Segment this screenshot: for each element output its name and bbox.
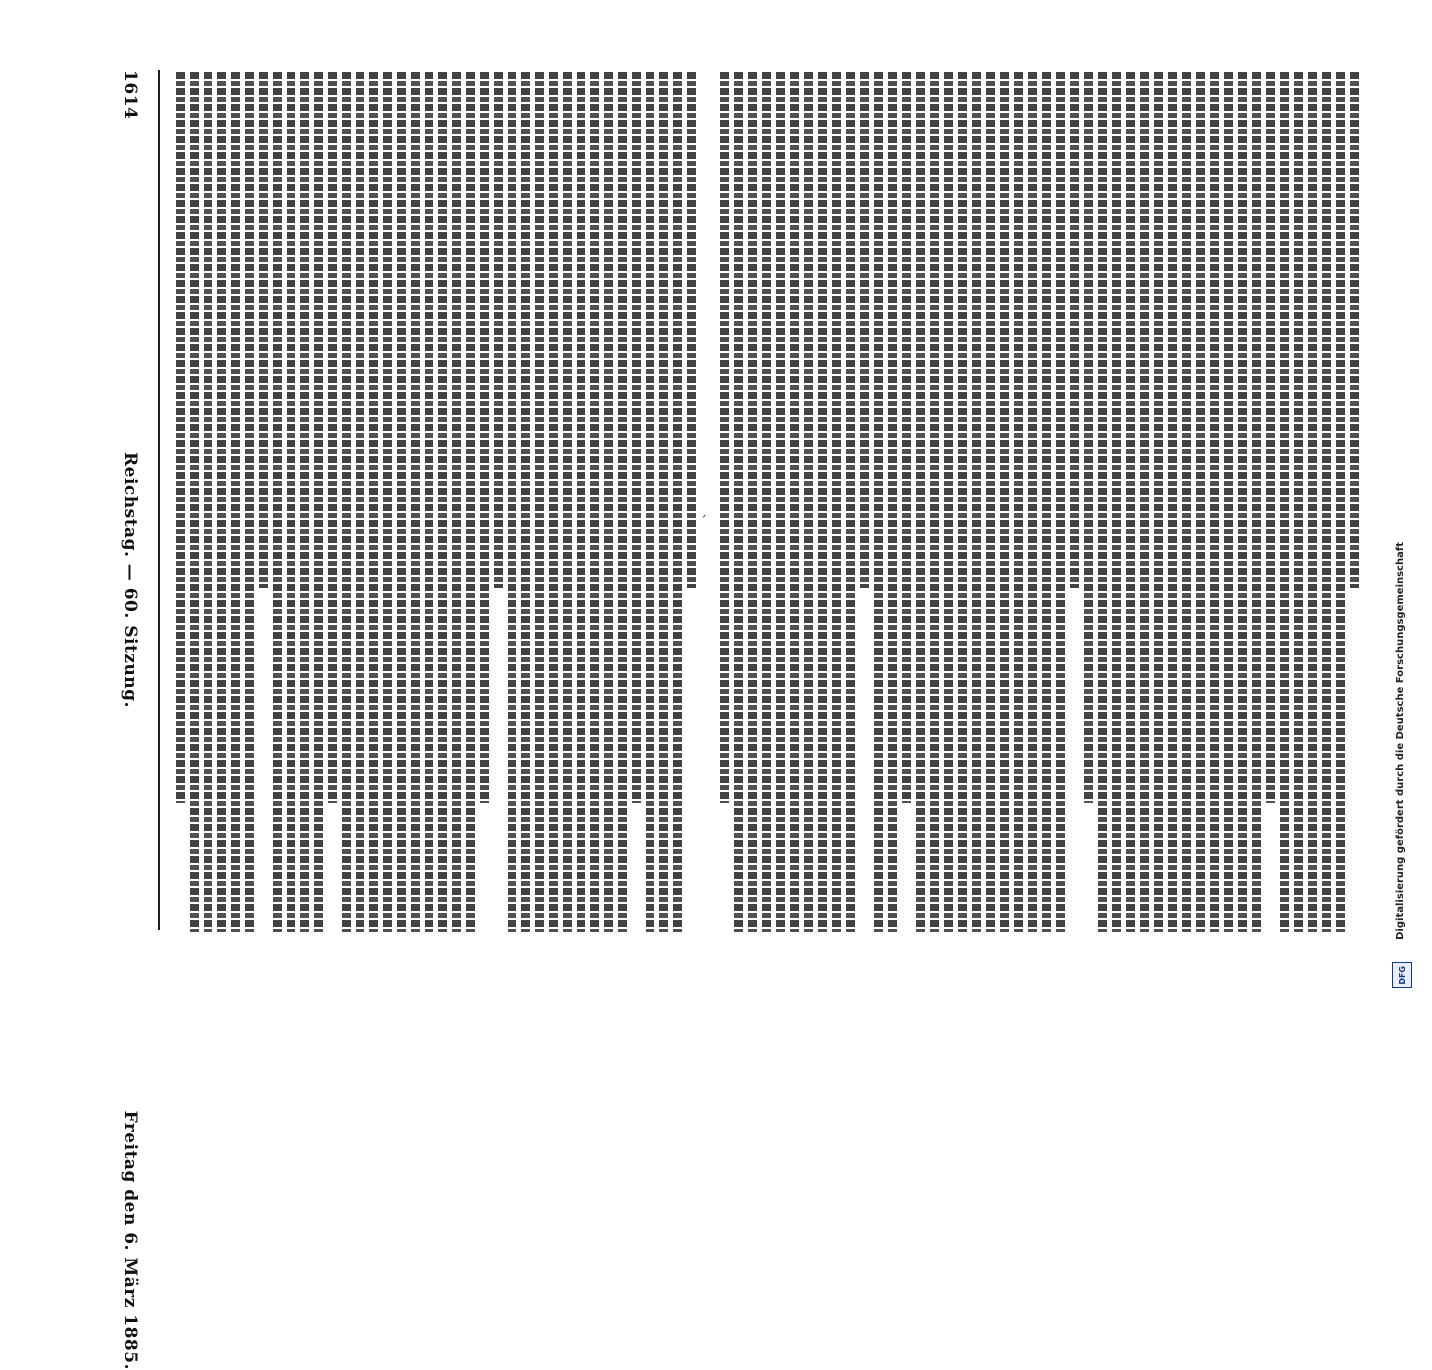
column-divider-mark: ´ [700, 514, 707, 530]
text-line [535, 72, 544, 932]
text-line [521, 72, 530, 932]
text-line [1238, 72, 1247, 932]
text-line [902, 72, 911, 803]
text-line [1084, 72, 1093, 803]
text-line [452, 72, 461, 932]
text-line [466, 72, 475, 932]
text-line [748, 72, 757, 932]
page-title: Reichstag. — 60. Sitzung. [120, 452, 140, 708]
text-line [818, 72, 827, 932]
text-line [383, 72, 392, 932]
text-line [1182, 72, 1191, 932]
text-line [734, 72, 743, 932]
page-number: 1614 [120, 70, 140, 120]
text-line [790, 72, 799, 932]
text-line [1210, 72, 1219, 932]
text-line [1322, 72, 1331, 932]
text-line [563, 72, 572, 932]
text-line [328, 72, 337, 803]
text-line [425, 72, 434, 932]
text-line [549, 72, 558, 932]
text-line [1112, 72, 1121, 932]
text-line [632, 72, 641, 803]
text-line [508, 72, 517, 932]
text-line [888, 72, 897, 932]
text-line [1154, 72, 1163, 932]
text-line [204, 72, 213, 932]
text-line [1140, 72, 1149, 932]
text-line [1056, 72, 1065, 932]
text-column-right [720, 72, 1360, 932]
text-line [217, 72, 226, 932]
text-line [1028, 72, 1037, 932]
session-date: Freitag den 6. März 1885. [120, 1110, 140, 1370]
digitization-note [1385, 60, 1415, 940]
text-line [1224, 72, 1233, 932]
text-line [860, 72, 869, 588]
text-line [1014, 72, 1023, 932]
text-line [369, 72, 378, 932]
text-line [673, 72, 682, 932]
digitization-note-text: Digitalisierung gefördert durch die Deutsche Forschungsgemeinschaft [1394, 542, 1406, 940]
text-line [1308, 72, 1317, 932]
text-line [480, 72, 489, 803]
text-line [1336, 72, 1345, 932]
header-rule [158, 70, 160, 930]
text-line [1042, 72, 1051, 932]
text-line [776, 72, 785, 932]
text-line [986, 72, 995, 932]
text-line [397, 72, 406, 932]
dfg-logo-icon [1392, 962, 1412, 988]
text-line [1070, 72, 1079, 588]
text-line [245, 72, 254, 932]
text-line [1294, 72, 1303, 932]
text-line [356, 72, 365, 932]
text-line [687, 72, 696, 588]
text-line [590, 72, 599, 932]
text-line [972, 72, 981, 932]
text-line [411, 72, 420, 932]
text-line [494, 72, 503, 588]
text-line [618, 72, 627, 932]
text-line [1266, 72, 1275, 803]
text-line [958, 72, 967, 932]
dfg-logo-text: DFG [1397, 965, 1407, 985]
text-line [832, 72, 841, 932]
text-line [1280, 72, 1289, 932]
text-line [916, 72, 925, 932]
text-line [720, 72, 729, 803]
text-line [1196, 72, 1205, 932]
text-line [176, 72, 185, 803]
text-column-left [176, 72, 696, 932]
text-line [846, 72, 855, 932]
text-line [342, 72, 351, 932]
text-line [804, 72, 813, 932]
text-line [762, 72, 771, 932]
text-line [1098, 72, 1107, 932]
page-header [112, 70, 148, 1370]
text-line [259, 72, 268, 588]
text-line [300, 72, 309, 932]
text-line [231, 72, 240, 932]
text-line [874, 72, 883, 932]
text-line [930, 72, 939, 932]
text-line [1168, 72, 1177, 932]
text-line [1350, 72, 1359, 588]
text-line [1252, 72, 1261, 932]
text-line [190, 72, 199, 932]
text-line [438, 72, 447, 932]
text-line [944, 72, 953, 932]
text-line [604, 72, 613, 932]
text-line [287, 72, 296, 932]
text-line [659, 72, 668, 932]
text-line [577, 72, 586, 932]
text-line [646, 72, 655, 932]
text-line [273, 72, 282, 932]
text-line [1126, 72, 1135, 932]
text-line [1000, 72, 1009, 932]
text-line [314, 72, 323, 932]
